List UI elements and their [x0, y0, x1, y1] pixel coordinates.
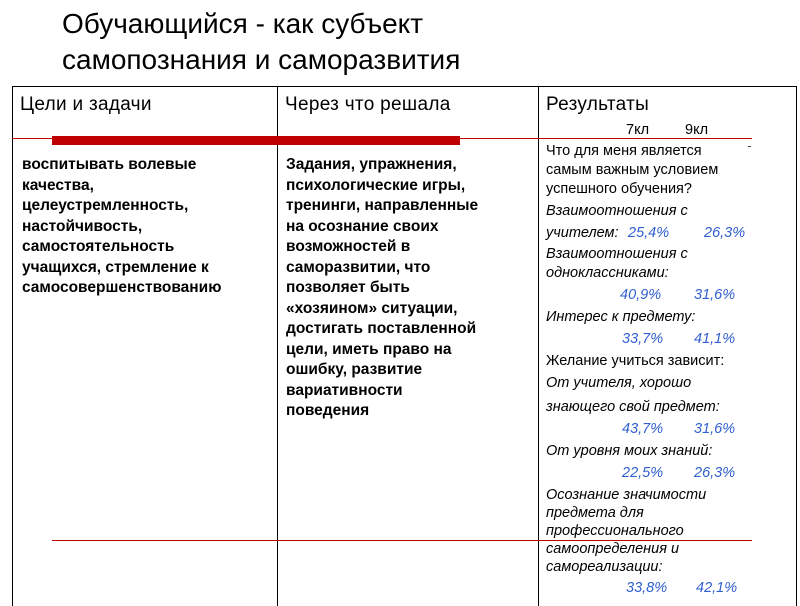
- result-label: Интерес к предмету:: [546, 309, 696, 325]
- means-line: цели, иметь право на: [286, 340, 452, 358]
- result-label: профессионального: [546, 523, 684, 539]
- result-value-7: 33,8%: [626, 580, 668, 596]
- title-line-1: Обучающийся - как субъект: [62, 8, 424, 39]
- header-goals: Цели и задачи: [20, 94, 152, 115]
- goals-line: настойчивость,: [22, 217, 143, 235]
- means-line: психологические игры,: [286, 176, 466, 194]
- result-value-9: 41,1%: [694, 331, 736, 347]
- result-value-9: 26,3%: [704, 225, 746, 241]
- title-line-2: самопознания и саморазвития: [62, 44, 461, 75]
- column-divider-1: [277, 86, 278, 606]
- result-value-9: 26,3%: [694, 465, 736, 481]
- result-value-7: 43,7%: [622, 421, 664, 437]
- means-line: возможностей в: [286, 238, 411, 255]
- goals-line: целеустремленность,: [22, 197, 189, 214]
- question-line: Желание учиться зависит:: [546, 353, 725, 369]
- question-line: самым важным условием: [546, 162, 719, 178]
- result-value-9: 42,1%: [696, 580, 738, 596]
- means-line: достигать поставленной: [286, 320, 477, 337]
- result-label: одноклассниками:: [546, 265, 669, 281]
- red-accent-bar: [52, 136, 460, 145]
- result-label: Взаимоотношения с: [546, 203, 688, 219]
- means-line: вариативности: [286, 381, 403, 399]
- grade-7-label: 7кл: [626, 122, 650, 138]
- result-value-7: 25,4%: [628, 225, 670, 241]
- header-means: Через что решала: [285, 94, 451, 115]
- means-line: на осознание своих: [286, 217, 439, 235]
- question-line: успешного обучения?: [546, 181, 692, 197]
- means-line: саморазвитии, что: [286, 258, 431, 276]
- goals-line: учащихся, стремление к: [22, 258, 209, 276]
- header-results: Результаты: [546, 94, 650, 115]
- goals-cell: [22, 155, 272, 299]
- result-label: учителем:: [546, 225, 619, 241]
- result-label: От уровня моих знаний:: [546, 443, 713, 459]
- column-divider-3: [796, 86, 797, 606]
- grade-9-label: 9кл: [685, 122, 709, 138]
- means-line: ошибку, развитие: [286, 361, 423, 378]
- means-line: Задания, упражнения,: [286, 156, 457, 173]
- goals-line: воспитывать волевые: [22, 156, 197, 173]
- goals-line: самосовершенствованию: [22, 279, 222, 296]
- goals-line: качества,: [22, 176, 94, 194]
- question-line: Что для меня является: [546, 143, 702, 159]
- result-value-7: 22,5%: [622, 465, 664, 481]
- result-value-7: 40,9%: [620, 287, 662, 303]
- result-label: самореализации:: [546, 559, 663, 575]
- result-value-9: 31,6%: [694, 287, 736, 303]
- column-divider-2: [538, 86, 539, 606]
- small-tick-mark: [748, 146, 751, 147]
- means-cell: [286, 155, 534, 422]
- means-line: позволяет быть: [286, 279, 410, 296]
- result-label: знающего свой предмет:: [546, 399, 720, 415]
- means-line: тренинги, направленные: [286, 197, 479, 214]
- means-line: поведения: [286, 402, 370, 419]
- slide-title: [62, 6, 762, 78]
- result-label: Осознание значимости: [546, 487, 707, 503]
- result-label: От учителя, хорошо: [546, 375, 692, 391]
- result-label: самоопределения и: [546, 541, 680, 557]
- goals-line: самостоятельность: [22, 238, 175, 255]
- result-label: предмета для: [546, 505, 644, 521]
- result-value-7: 33,7%: [622, 331, 664, 347]
- result-label: Взаимоотношения с: [546, 246, 688, 262]
- means-line: «хозяином» ситуации,: [286, 299, 458, 317]
- result-value-9: 31,6%: [694, 421, 736, 437]
